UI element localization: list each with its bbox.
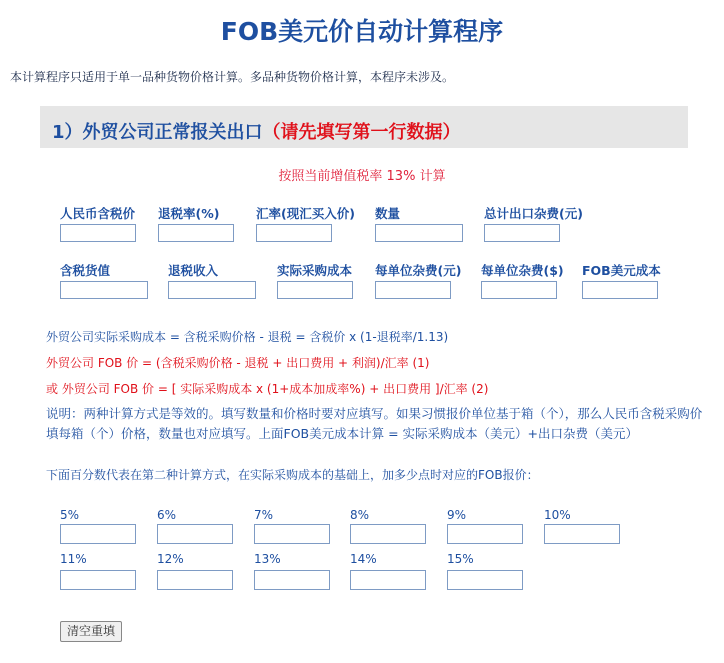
percent-label: 10% bbox=[544, 508, 571, 522]
tax-inclusive-value-field[interactable] bbox=[60, 281, 148, 299]
percent-label: 5% bbox=[60, 508, 80, 522]
percent-label: 6% bbox=[157, 508, 177, 522]
unit-fee-usd-field[interactable] bbox=[481, 281, 557, 299]
percent-label: 7% bbox=[254, 508, 274, 522]
fob-5pct-field[interactable] bbox=[60, 524, 136, 544]
label-exchange-rate: 汇率(现汇买入价) bbox=[256, 206, 355, 221]
unit-fee-rmb-field[interactable] bbox=[375, 281, 451, 299]
fob-8pct-field[interactable] bbox=[350, 524, 426, 544]
label-tax-inclusive-value: 含税货值 bbox=[60, 263, 111, 278]
percent-label: 9% bbox=[447, 508, 467, 522]
fob-12pct-field[interactable] bbox=[157, 570, 233, 590]
label-fob-usd-cost: FOB美元成本 bbox=[582, 263, 661, 278]
quantity-input[interactable] bbox=[375, 224, 463, 242]
exchange-rate-input[interactable] bbox=[256, 224, 332, 242]
fob-13pct-field[interactable] bbox=[254, 570, 330, 590]
intro-text: 本计算程序只适用于单一品种货物价格计算。多品种货物价格计算，本程序未涉及。 bbox=[10, 70, 455, 84]
fob-10pct-field[interactable] bbox=[544, 524, 620, 544]
percent-label: 8% bbox=[350, 508, 370, 522]
explanation-text: 说明：两种计算方式是等效的。填写数量和价格时要对应填写。如果习惯报价单位基于箱（个），那么人民币含税采购价填每箱（个）价格，数量也对应填写。上面FOB美元成本计算 = 实际采购成本（美元）+出口杂费（美元） bbox=[46, 406, 703, 441]
label-rmb-price: 人民币含税价 bbox=[60, 206, 136, 221]
rebate-rate-input[interactable] bbox=[158, 224, 234, 242]
section-title-note: （请先填写第一行数据） bbox=[262, 122, 461, 143]
rmb-price-input[interactable] bbox=[60, 224, 136, 242]
section-title-text: 1）外贸公司正常报关出口 bbox=[52, 122, 263, 143]
formula-fob-2: 或 外贸公司 FOB 价 = [ 实际采购成本 x (1+成本加成率%) + 出口费用 ]/汇率 (2) bbox=[46, 382, 489, 396]
percent-label: 12% bbox=[157, 552, 184, 566]
label-quantity: 数量 bbox=[375, 206, 401, 221]
formula-fob-1: 外贸公司 FOB 价 = (含税采购价格 - 退税 + 出口费用 + 利润)/汇率 (1) bbox=[46, 356, 430, 370]
fob-usd-cost-field[interactable] bbox=[582, 281, 658, 299]
total-export-fee-input[interactable] bbox=[484, 224, 560, 242]
percent-label: 13% bbox=[254, 552, 281, 566]
fob-9pct-field[interactable] bbox=[447, 524, 523, 544]
percent-label: 14% bbox=[350, 552, 377, 566]
rebate-income-field[interactable] bbox=[168, 281, 256, 299]
percent-intro-text: 下面百分数代表在第二种计算方式，在实际采购成本的基础上，加多少点时对应的FOB报价： bbox=[46, 468, 539, 482]
label-actual-cost: 实际采购成本 bbox=[277, 263, 353, 278]
label-unit-fee-rmb: 每单位杂费(元) bbox=[375, 263, 462, 278]
section-title bbox=[52, 118, 461, 144]
fob-6pct-field[interactable] bbox=[157, 524, 233, 544]
vat-rate-note: 按照当前增值税率 13% 计算 bbox=[278, 169, 446, 184]
fob-14pct-field[interactable] bbox=[350, 570, 426, 590]
reset-button[interactable]: 清空重填 bbox=[60, 621, 122, 642]
label-total-export-fee: 总计出口杂费(元) bbox=[484, 206, 583, 221]
fob-15pct-field[interactable] bbox=[447, 570, 523, 590]
label-rebate-income: 退税收入 bbox=[168, 263, 219, 278]
fob-7pct-field[interactable] bbox=[254, 524, 330, 544]
label-unit-fee-usd: 每单位杂费($) bbox=[481, 263, 564, 278]
percent-label: 11% bbox=[60, 552, 87, 566]
fob-11pct-field[interactable] bbox=[60, 570, 136, 590]
percent-label: 15% bbox=[447, 552, 474, 566]
formula-actual-cost: 外贸公司实际采购成本 = 含税采购价格 - 退税 = 含税价 x (1-退税率/1.13) bbox=[46, 330, 449, 344]
label-rebate-rate: 退税率(%) bbox=[158, 206, 220, 221]
actual-cost-field[interactable] bbox=[277, 281, 353, 299]
page-title: FOB美元价自动计算程序 bbox=[220, 17, 504, 46]
